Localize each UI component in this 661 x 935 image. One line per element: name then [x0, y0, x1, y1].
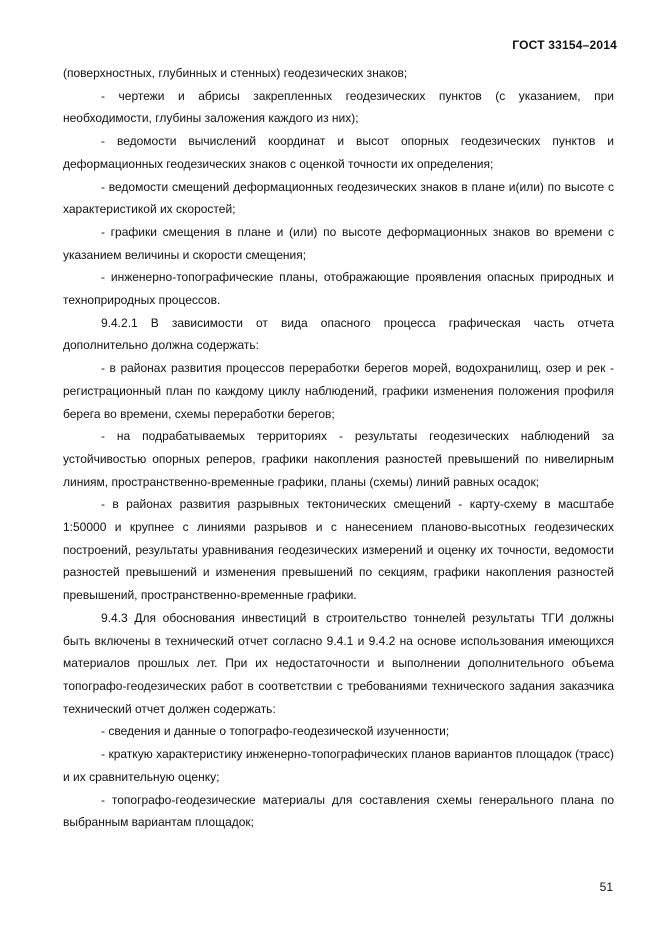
section-9-4-3-paragraph: 9.4.3 Для обоснования инвестиций в строительство тоннелей результаты ТГИ должны быть включены в технический отчет согласно 9.4.1 и 9.4.2 на основе использования имеющихся материалов прошлых лет. При их недостаточности и выполнении дополнительного объема топографо-геодезических работ в соответствии с требованиями технического задания заказчика технический отчет должен содержать:	[63, 610, 614, 716]
document-body	[63, 62, 614, 834]
list-item: - инженерно-топографические планы, отображающие проявления опасных природных и техноприродных процессов.	[63, 270, 614, 308]
list-item: - в районах развития процессов переработки берегов морей, водохранилищ, озер и рек - регистрационный план по каждому циклу наблюдений, графики изменения положения профиля берега во времени, схемы переработки берегов;	[63, 361, 614, 421]
paragraph: (поверхностных, глубинных и стенных) геодезических знаков;	[63, 66, 408, 80]
list-item: - сведения и данные о топографо-геодезической изученности;	[101, 724, 450, 739]
document-number-header: ГОСТ 33154–2014	[512, 38, 617, 52]
section-9-4-2-1-paragraph: 9.4.2.1 В зависимости от вида опасного процесса графическая часть отчета дополнительно должна содержать:	[63, 315, 614, 353]
list-item: - краткую характеристику инженерно-топографических планов вариантов площадок (трасс) и их сравнительную оценку;	[63, 747, 614, 784]
list-item: - в районах развития разрывных тектонических смещений - карту-схему в масштабе 1:50000 и крупнее с линиями разрывов и с нанесением планово-высотных геодезических построений, результаты уравнивания геодезических измерений и оценку их точности, ведомости разностей превышений и изменения превышений по секциям, графики накопления разностей превышений, пространственно-временные графики.	[63, 497, 614, 603]
list-item: - ведомости вычислений координат и высот опорных геодезических пунктов и деформационных геодезических знаков с оценкой точности их определения;	[63, 134, 614, 171]
page-number: 51	[599, 880, 613, 894]
list-item: - ведомости смещений деформационных геодезических знаков в плане и(или) по высоте с характеристикой их скоростей;	[63, 179, 614, 217]
list-item: - топографо-геодезические материалы для составления схемы генерального плана по выбранным вариантам площадок;	[63, 792, 614, 830]
list-item: - чертежи и абрисы закрепленных геодезических пунктов (с указанием, при необходимости, глубины заложения каждого из них);	[63, 88, 614, 126]
list-item: - графики смещения в плане и (или) по высоте деформационных знаков во времени с указанием величины и скорости смещения;	[63, 224, 614, 262]
list-item: - на подрабатываемых территориях - результаты геодезических наблюдений за устойчивостью опорных реперов, графики накопления разностей превышений по нивелирным линиям, пространственно-временные графики, планы (схемы) линий равных осадок;	[63, 429, 614, 489]
